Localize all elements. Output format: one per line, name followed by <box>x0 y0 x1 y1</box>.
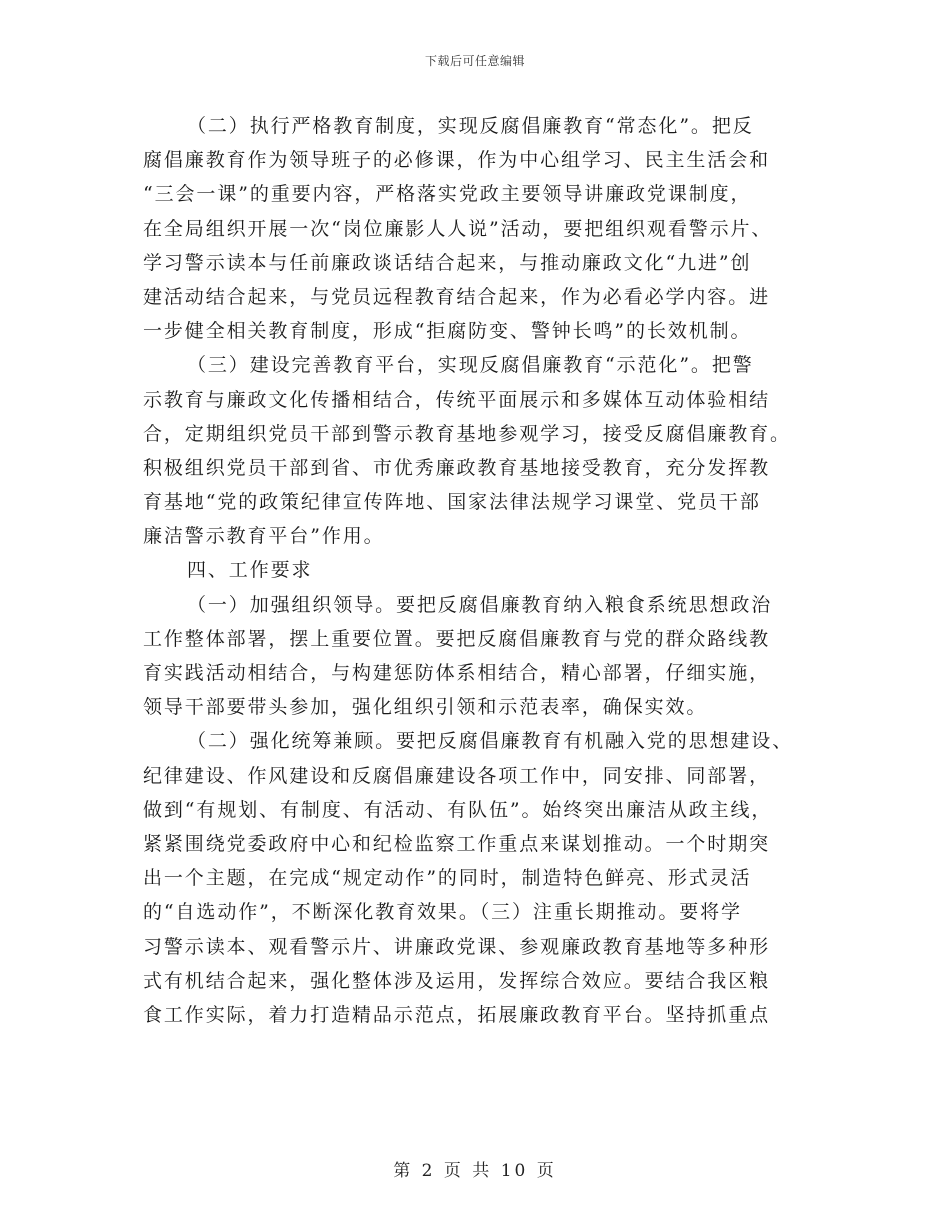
document-body <box>143 110 811 1031</box>
text-line: 做到“有规划、有制度、有活动、有队伍”。始终突出廉洁从政主线， <box>143 798 773 821</box>
page-number-footer: 第 2 页 共 10 页 <box>393 1161 557 1181</box>
text-line: 学习警示读本与任前廉政谈话结合起来，与推动廉政文化“九进”创 <box>143 251 752 274</box>
text-line: 建活动结合起来，与党员远程教育结合起来，作为必看必学内容。进 <box>143 285 771 308</box>
text-line: 食工作实际，着力打造精品示范点，拓展廉政教育平台。坚持抓重点 <box>143 1003 771 1026</box>
text-line: 出一个主题，在完成“规定动作”的同时，制造特色鲜亮、形式灵活 <box>143 867 752 890</box>
text-line: 四、工作要求 <box>187 559 313 582</box>
text-line: 工作整体部署，摆上重要位置。要把反腐倡廉教育与党的群众路线教 <box>143 627 771 650</box>
text-line: 紧紧围绕党委政府中心和纪检监察工作重点来谋划推动。一个时期突 <box>143 832 771 855</box>
text-line: （三）建设完善教育平台，实现反腐倡廉教育“示范化”。把警 <box>187 354 754 377</box>
text-line: 积极组织党员干部到省、市优秀廉政教育基地接受教育，充分发挥教 <box>143 456 771 479</box>
text-line: 式有机结合起来，强化整体涉及运用，发挥综合效应。要结合我区粮 <box>143 969 771 992</box>
text-line: “三会一课”的重要内容，严格落实党政主要领导讲廉政党课制度， <box>143 183 752 206</box>
text-line: 纪律建设、作风建设和反腐倡廉建设各项工作中，同安排、同部署， <box>143 764 771 787</box>
text-line: 一步健全相关教育制度，形成“拒腐防变、警钟长鸣”的长效机制。 <box>143 320 752 343</box>
text-line: （二）执行严格教育制度，实现反腐倡廉教育“常态化”。把反 <box>187 115 754 137</box>
text-line: （二）强化统筹兼顾。要把反腐倡廉教育有机融入党的思想建设、 <box>187 730 794 753</box>
text-line: 育基地“党的政策纪律宣传阵地、国家法律法规学习课堂、党员干部 <box>143 491 761 514</box>
text-line: 育实践活动相结合，与构建惩防体系相结合，精心部署，仔细实施， <box>143 662 771 684</box>
text-line: 习警示读本、观看警示片、讲廉政党课、参观廉政教育基地等多种形 <box>143 935 771 958</box>
text-line: 的“自选动作”，不断深化教育效果。（三）注重长期推动。要将学 <box>143 901 742 924</box>
text-line: 合，定期组织党员干部到警示教育基地参观学习，接受反腐倡廉教育。 <box>143 422 791 445</box>
text-line: （一）加强组织领导。要把反腐倡廉教育纳入粮食系统思想政治 <box>187 593 773 616</box>
header-note: 下载后可任意编辑 <box>424 54 525 68</box>
text-line: 腐倡廉教育作为领导班子的必修课，作为中心组学习、民主生活会和 <box>143 149 771 172</box>
text-line: 在全局组织开展一次“岗位廉影人人说”活动，要把组织观看警示片、 <box>143 217 773 240</box>
text-line: 领导干部要带头参加，强化组织引领和示范表率，确保实效。 <box>143 696 708 719</box>
text-line: 示教育与廉政文化传播相结合，传统平面展示和多媒体互动体验相结 <box>143 388 771 411</box>
text-line: 廉洁警示教育平台”作用。 <box>143 525 385 548</box>
